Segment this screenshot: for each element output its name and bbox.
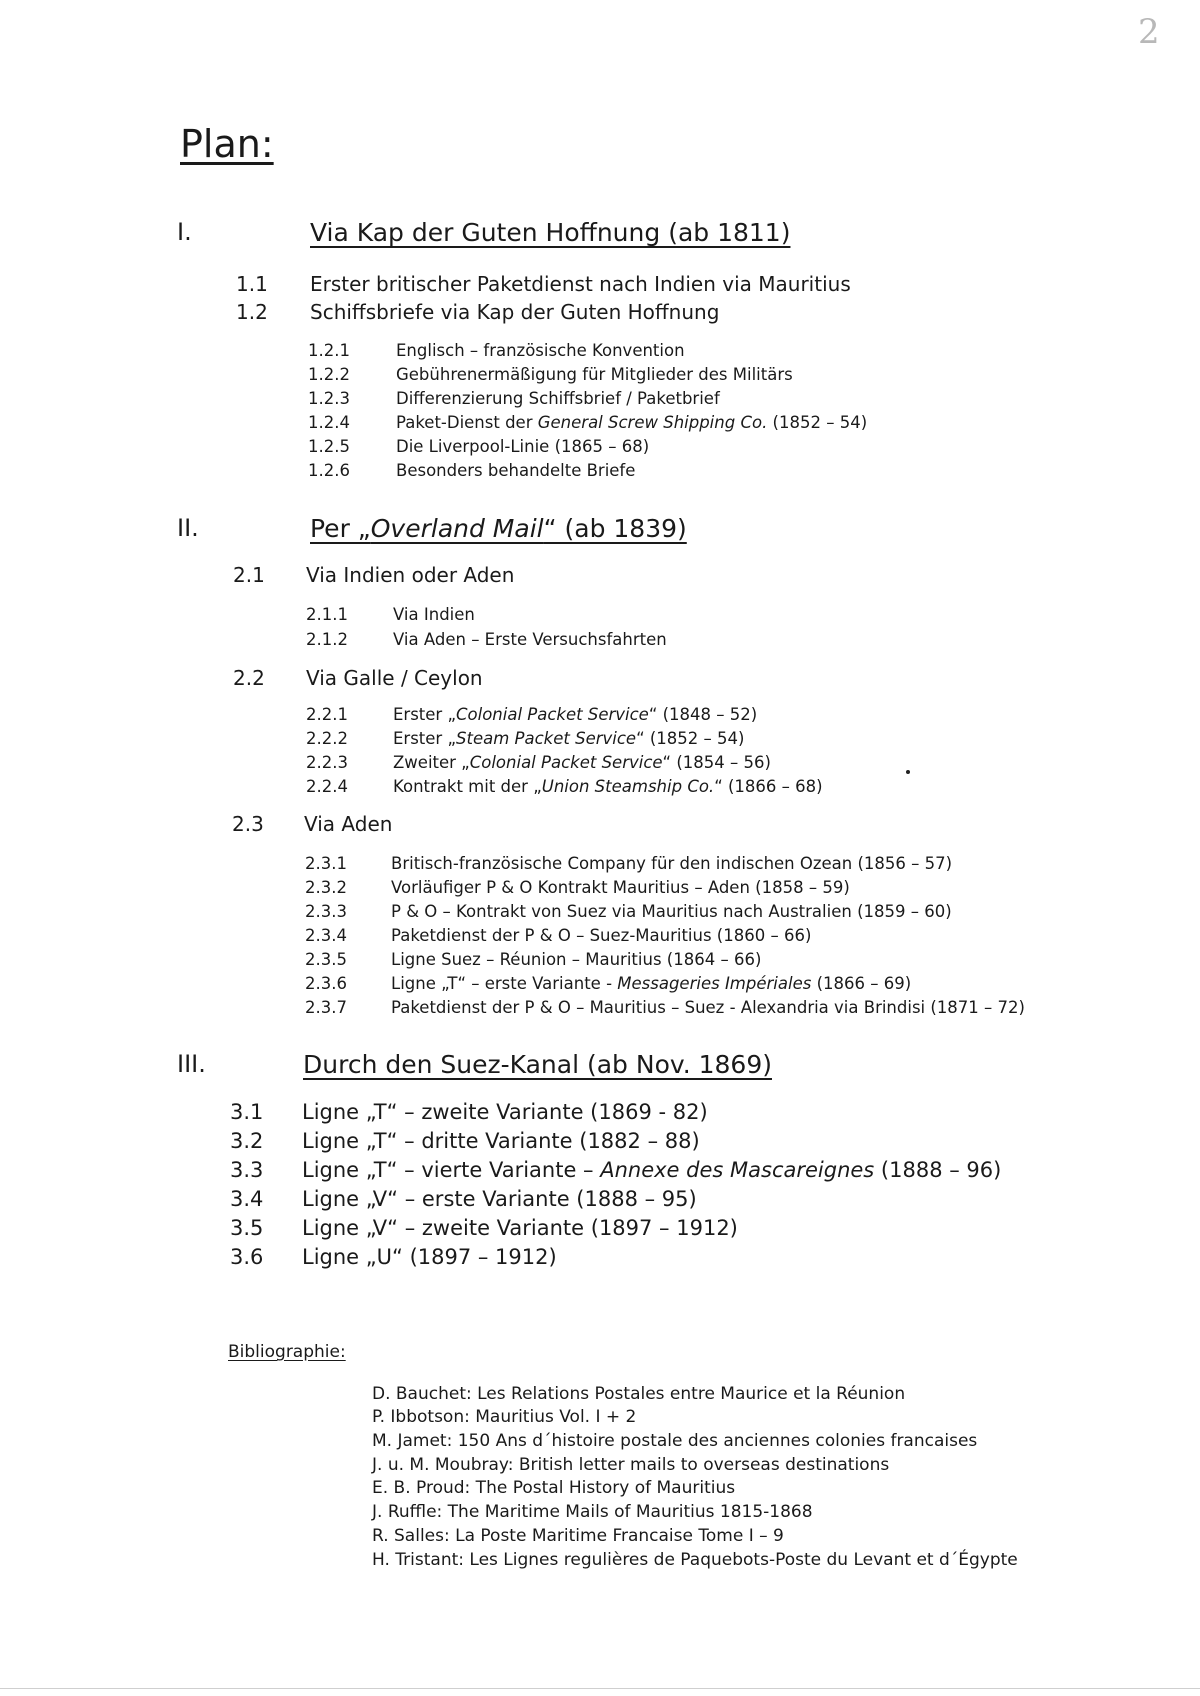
label-text: “ (1866 – 68) [714,777,823,796]
label-text: Erster „ [393,729,457,748]
label-text: “ (1848 – 52) [648,705,758,724]
part-3-title: Durch den Suez-Kanal (ab Nov. 1869) [303,1050,772,1079]
section-label: Ligne „T“ – dritte Variante (1882 – 88) [302,1129,700,1153]
subsection-label [393,777,823,796]
label-text: “ (1854 – 56) [662,753,771,772]
label-text: Ligne „T“ – erste Variante - [391,974,618,993]
subsection-number: 1.2.4 [308,413,350,432]
section-label: Ligne „V“ – zweite Variante (1897 – 1912) [302,1216,738,1240]
subsection-number: 2.2.3 [306,753,348,772]
label-italic: Annexe des Mascareignes [600,1158,875,1182]
subsection-1-2-4 [0,413,1200,436]
subsection-2-2-2 [0,729,1200,752]
subsection-label: Via Aden – Erste Versuchsfahrten [393,630,667,649]
subsection-label: Besonders behandelte Briefe [396,461,636,480]
subsection-label [393,753,771,772]
subsection-label: Paketdienst der P & O – Suez-Mauritius (1860 – 66) [391,926,812,945]
bibliography-entry: M. Jamet: 150 Ans d´histoire postale des anciennes colonies francaises [372,1431,978,1451]
subsection-1-2-1 [0,341,1200,364]
label-text: Ligne „T“ – vierte Variante – [302,1158,601,1182]
section-label: Via Galle / Ceylon [306,666,483,690]
label-italic: Messageries Impériales [617,974,812,993]
subsection-1-2-2 [0,365,1200,388]
subsection-2-2-3 [0,753,1200,776]
label-italic: Steam Packet Service [456,729,637,748]
section-number: 3.3 [230,1158,264,1182]
label-italic: Union Steamship Co. [541,777,715,796]
section-number: 3.6 [230,1245,264,1269]
section-number: 1.2 [236,300,268,324]
subsection-label [396,413,867,432]
bibliography-entry: J. Ruffle: The Maritime Mails of Mauritius 1815-1868 [372,1502,813,1522]
bibliography-entry: P. Ibbotson: Mauritius Vol. I + 2 [372,1407,637,1427]
label-text: (1866 – 69) [811,974,912,993]
subsection-number: 2.3.1 [305,854,347,873]
page-number: 2 [1138,12,1160,52]
subsection-number: 1.2.3 [308,389,350,408]
subsection-label: Englisch – französische Konvention [396,341,685,360]
subsection-number: 2.3.7 [305,998,347,1017]
subsection-number: 2.3.3 [305,902,347,921]
part-1-roman: I. [177,218,192,246]
subsection-number: 2.2.1 [306,705,348,724]
bibliography-entry: D. Bauchet: Les Relations Postales entre Maurice et la Réunion [372,1384,906,1404]
subsection-label [393,705,757,724]
subsection-label: Differenzierung Schiffsbrief / Paketbrief [396,389,720,408]
subsection-label: P & O – Kontrakt von Suez via Mauritius nach Australien (1859 – 60) [391,902,952,921]
title-italic: Overland Mail [370,514,544,543]
label-text: Paket-Dienst der [396,413,538,432]
section-number: 3.4 [230,1187,264,1211]
subsection-number: 2.2.4 [306,777,348,796]
bibliography-entry: R. Salles: La Poste Maritime Francaise Tome I – 9 [372,1526,784,1546]
label-italic: Colonial Packet Service [469,753,663,772]
section-number: 2.1 [233,563,265,587]
subsection-2-3-2 [0,878,1200,901]
label-italic: Colonial Packet Service [456,705,649,724]
section-label: Ligne „T“ – zweite Variante (1869 - 82) [302,1100,708,1124]
section-number: 3.1 [230,1100,264,1124]
label-italic: General Screw Shipping Co. [537,413,768,432]
section-number: 1.1 [236,272,268,296]
section-1-2 [0,300,1200,329]
subsection-number: 1.2.5 [308,437,350,456]
section-3-3 [0,1158,1200,1187]
subsection-label: Ligne Suez – Réunion – Mauritius (1864 – 66) [391,950,762,969]
subsection-number: 2.1.1 [306,605,348,624]
section-label: Via Aden [304,812,393,836]
subsection-number: 1.2.6 [308,461,350,480]
bibliography-entry: H. Tristant: Les Lignes regulières de Paquebots-Poste du Levant et d´Égypte [372,1550,1018,1570]
scan-edge-line [0,1688,1200,1689]
part-2-title [310,514,687,543]
subsection-2-3-3 [0,902,1200,925]
label-text: (1888 – 96) [874,1158,1002,1182]
bibliography-title: Bibliographie: [228,1342,346,1362]
subsection-2-1-2 [0,630,1200,653]
subsection-2-2-1 [0,705,1200,728]
part-3-roman: III. [177,1050,206,1078]
subsection-label [391,974,911,993]
subsection-2-3-1 [0,854,1200,877]
subsection-2-2-4 [0,777,1200,800]
label-text: Kontrakt mit der „ [393,777,542,796]
section-3-5 [0,1216,1200,1245]
subsection-number: 2.3.4 [305,926,347,945]
label-text: Erster „ [393,705,457,724]
section-2-3 [0,812,1200,841]
section-number: 2.2 [233,666,265,690]
subsection-2-3-4 [0,926,1200,949]
scan-speck [906,770,910,774]
subsection-1-2-6 [0,461,1200,484]
section-number: 3.5 [230,1216,264,1240]
section-3-1 [0,1100,1200,1129]
bibliography-entry: J. u. M. Moubray: British letter mails to overseas destinations [372,1455,890,1475]
subsection-2-3-5 [0,950,1200,973]
page-title: Plan: [180,122,274,166]
subsection-label: Britisch-französische Company für den indischen Ozean (1856 – 57) [391,854,953,873]
section-3-6 [0,1245,1200,1274]
section-number: 3.2 [230,1129,264,1153]
section-number: 2.3 [232,812,264,836]
section-2-2 [0,666,1200,695]
label-text: “ (1852 – 54) [636,729,745,748]
section-1-1 [0,272,1200,301]
subsection-number: 1.2.2 [308,365,350,384]
subsection-number: 1.2.1 [308,341,350,360]
subsection-label: Via Indien [393,605,475,624]
subsection-1-2-3 [0,389,1200,412]
section-label: Via Indien oder Aden [306,563,515,587]
section-label [302,1158,1001,1182]
section-3-4 [0,1187,1200,1216]
subsection-label: Gebührenermäßigung für Mitglieder des Militärs [396,365,793,384]
subsection-label: Die Liverpool-Linie (1865 – 68) [396,437,650,456]
section-label: Erster britischer Paketdienst nach Indien via Mauritius [310,272,851,296]
section-2-1 [0,563,1200,592]
section-label: Ligne „U“ (1897 – 1912) [302,1245,557,1269]
subsection-number: 2.1.2 [306,630,348,649]
subsection-2-1-1 [0,605,1200,628]
title-text: Per „ [310,514,371,543]
subsection-number: 2.3.5 [305,950,347,969]
subsection-2-3-7 [0,998,1200,1021]
part-2-roman: II. [177,514,199,542]
title-text: “ (ab 1839) [543,514,687,543]
subsection-number: 2.2.2 [306,729,348,748]
subsection-number: 2.3.2 [305,878,347,897]
section-label: Schiffsbriefe via Kap der Guten Hoffnung [310,300,720,324]
section-label: Ligne „V“ – erste Variante (1888 – 95) [302,1187,697,1211]
label-text: (1852 – 54) [767,413,868,432]
subsection-label [393,729,744,748]
subsection-2-3-6 [0,974,1200,997]
label-text: Zweiter „ [393,753,470,772]
subsection-label: Paketdienst der P & O – Mauritius – Suez - Alexandria via Brindisi (1871 – 72) [391,998,1025,1017]
bibliography-entry: E. B. Proud: The Postal History of Mauritius [372,1478,736,1498]
subsection-number: 2.3.6 [305,974,347,993]
subsection-1-2-5 [0,437,1200,460]
part-1-title: Via Kap der Guten Hoffnung (ab 1811) [310,218,791,247]
subsection-label: Vorläufiger P & O Kontrakt Mauritius – Aden (1858 – 59) [391,878,850,897]
section-3-2 [0,1129,1200,1158]
